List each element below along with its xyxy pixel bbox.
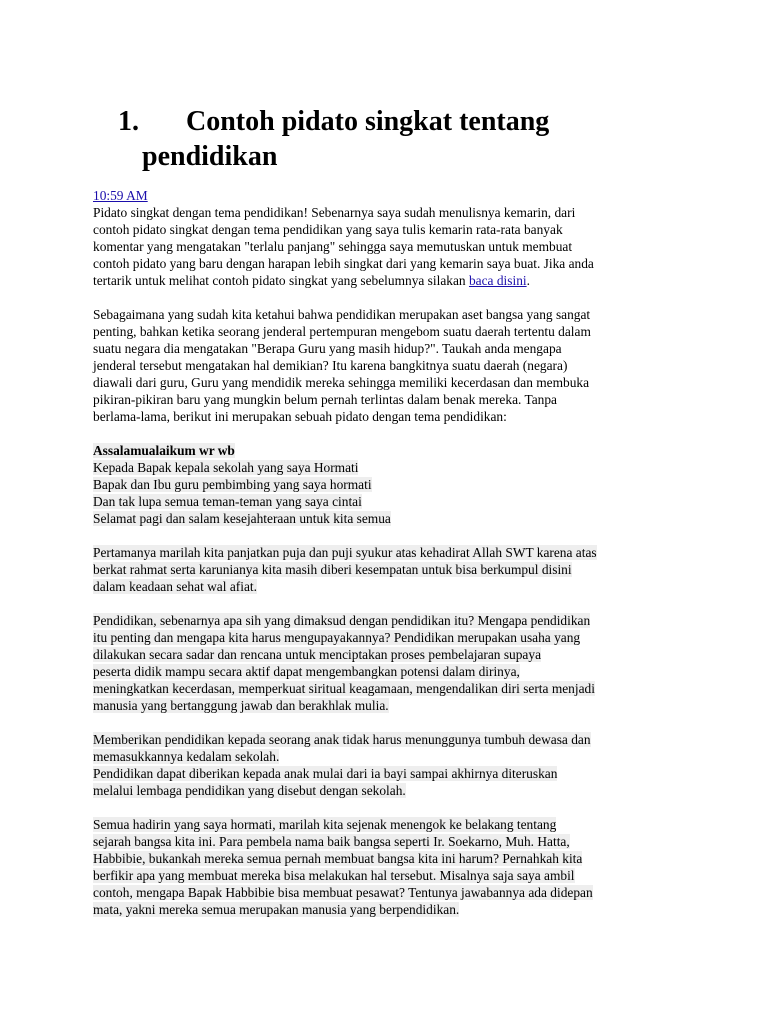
paragraph-line — [93, 544, 693, 561]
paragraph-line: Sebagaimana yang sudah kita ketahui bahwa pendidikan merupakan aset bangsa yang sangat — [93, 307, 591, 322]
paragraph-line — [93, 867, 693, 884]
intro-line-last — [93, 272, 693, 289]
intro-text: tertarik untuk melihat contoh pidato singkat yang sebelumnya silakan — [93, 273, 469, 288]
paragraph-text: peserta didik mampu secara aktif dapat mengembangkan potensi dalam dirinya, — [93, 664, 520, 679]
paragraph-text: Pertamanya marilah kita panjatkan puja dan puji syukur atas kehadirat Allah SWT karena atas — [93, 545, 597, 560]
heading-line-1: Contoh pidato singkat tentang — [186, 106, 550, 137]
paragraph-text: itu penting dan mengapa kita harus mengupayakannya? Pendidikan merupakan usaha yang — [93, 630, 581, 645]
read-here-link[interactable]: baca disini — [468, 273, 527, 288]
paragraph-text: Memberikan pendidikan kepada seorang anak tidak harus menunggunya tumbuh dewasa dan — [93, 732, 591, 747]
paragraph-line — [93, 731, 693, 748]
heading-number: 1. — [118, 106, 139, 137]
page-title — [118, 104, 678, 174]
paragraph-line — [93, 884, 693, 901]
paragraph-line — [93, 765, 693, 782]
paragraph-line: suatu negara dia mengatakan "Berapa Guru yang masih hidup?". Taukah anda mengapa — [93, 341, 562, 356]
paragraph-text: dalam keadaan sehat wal afiat. — [93, 579, 257, 594]
paragraph-anak — [93, 731, 693, 799]
paragraph-syukur — [93, 544, 693, 595]
paragraph-line — [93, 561, 693, 578]
paragraph-line — [93, 901, 693, 918]
intro-line: Pidato singkat dengan tema pendidikan! Sebenarnya saya sudah menulisnya kemarin, dari — [93, 205, 576, 220]
paragraph-text: melalui lembaga pendidikan yang disebut dengan sekolah. — [93, 783, 406, 798]
paragraph-line — [93, 578, 693, 595]
article-body — [93, 187, 693, 918]
paragraph-line — [93, 782, 693, 799]
paragraph-text: meningkatkan kecerdasan, memperkuat siritual keagamaan, mengendalikan diri serta menjadi — [93, 681, 595, 696]
intro-line: contoh pidato yang baru dengan harapan lebih singkat dari yang kemarin saya buat. Jika anda — [93, 256, 594, 271]
paragraph-pendidikan — [93, 612, 693, 714]
paragraph-aset-bangsa — [93, 306, 693, 425]
intro-line: contoh pidato singkat dengan tema pendidikan yang saya tulis kemarin rata-rata banyak — [93, 222, 563, 237]
paragraph-line: berlama-lama, berikut ini merupakan sebuah pidato dengan tema pendidikan: — [93, 409, 507, 424]
intro-period: . — [526, 273, 530, 288]
paragraph-line: jenderal tersebut mengatakan hal demikian? Itu karena bangkitnya suatu daerah (negara) — [93, 358, 568, 373]
greeting-line — [93, 476, 693, 493]
greeting-text: Kepada Bapak kepala sekolah yang saya Hormati — [93, 460, 359, 475]
paragraph-gap — [93, 425, 693, 442]
paragraph-line: penting, bahkan ketika seorang jenderal pertempuran mengebom suatu daerah tertentu dalam — [93, 324, 591, 339]
paragraph-text: berfikir apa yang membuat mereka bisa melakukan hal tersebut. Misalnya saja saya ambil — [93, 868, 575, 883]
greeting-text: Dan tak lupa semua teman-teman yang saya cintai — [93, 494, 362, 509]
paragraph-line — [93, 816, 693, 833]
greeting-line — [93, 459, 693, 476]
paragraph-text: berkat rahmat serta karunianya kita masih diberi kesempatan untuk bisa berkumpul disini — [93, 562, 572, 577]
paragraph-line: pikiran-pikiran baru yang mungkin belum pernah terlintas dalam benak mereka. Tanpa — [93, 392, 557, 407]
paragraph-line — [93, 629, 693, 646]
greeting-text: Bapak dan Ibu guru pembimbing yang saya hormati — [93, 477, 372, 492]
paragraph-text: Habbibie, bukankah mereka semua pernah membuat bangsa kita ini harum? Pernahkah kita — [93, 851, 583, 866]
paragraph-gap — [93, 714, 693, 731]
paragraph-line — [93, 697, 693, 714]
greeting-block — [93, 442, 693, 527]
paragraph-sejarah — [93, 816, 693, 918]
paragraph-text: memasukkannya kedalam sekolah. — [93, 749, 280, 764]
paragraph-text: manusia yang bertanggung jawab dan berakhlak mulia. — [93, 698, 389, 713]
paragraph-text: mata, yakni mereka semua merupakan manusia yang berpendidikan. — [93, 902, 460, 917]
greeting-line — [93, 510, 693, 527]
paragraph-line — [93, 663, 693, 680]
paragraph-line: diawali dari guru, Guru yang mendidik mereka sehingga memiliki kecerdasan dan membuka — [93, 375, 590, 390]
paragraph-line — [93, 646, 693, 663]
paragraph-line — [93, 748, 693, 765]
paragraph-text: dilakukan secara sadar dan rencana untuk menciptakan proses pembelajaran supaya — [93, 647, 542, 662]
salam-text: Assalamualaikum wr wb — [93, 443, 235, 458]
paragraph-line — [93, 850, 693, 867]
heading-line-2: pendidikan — [142, 141, 278, 172]
greeting-text: Selamat pagi dan salam kesejahteraan untuk kita semua — [93, 511, 391, 526]
paragraph-gap — [93, 799, 693, 816]
greeting-line — [93, 493, 693, 510]
paragraph-text: sejarah bangsa kita ini. Para pembela nama baik bangsa seperti Ir. Soekarno, Muh. Hatta, — [93, 834, 570, 849]
paragraph-line — [93, 680, 693, 697]
paragraph-line — [93, 612, 693, 629]
paragraph-text: Pendidikan, sebenarnya apa sih yang dimaksud dengan pendidikan itu? Mengapa pendidikan — [93, 613, 591, 628]
paragraph-gap — [93, 527, 693, 544]
intro-line: komentar yang mengatakan "terlalu panjang" sehingga saya memutuskan untuk membuat — [93, 239, 573, 254]
paragraph-gap — [93, 289, 693, 306]
timestamp-link[interactable]: 10:59 AM — [93, 188, 148, 203]
intro-paragraph — [93, 204, 693, 289]
paragraph-line — [93, 833, 693, 850]
paragraph-text: Pendidikan dapat diberikan kepada anak mulai dari ia bayi sampai akhirnya diteruskan — [93, 766, 558, 781]
paragraph-gap — [93, 595, 693, 612]
salam-line — [93, 442, 693, 459]
paragraph-text: contoh, mengapa Bapak Habbibie bisa membuat pesawat? Tentunya jawabannya ada didepan — [93, 885, 593, 900]
paragraph-text: Semua hadirin yang saya hormati, marilah kita sejenak menengok ke belakang tentang — [93, 817, 557, 832]
